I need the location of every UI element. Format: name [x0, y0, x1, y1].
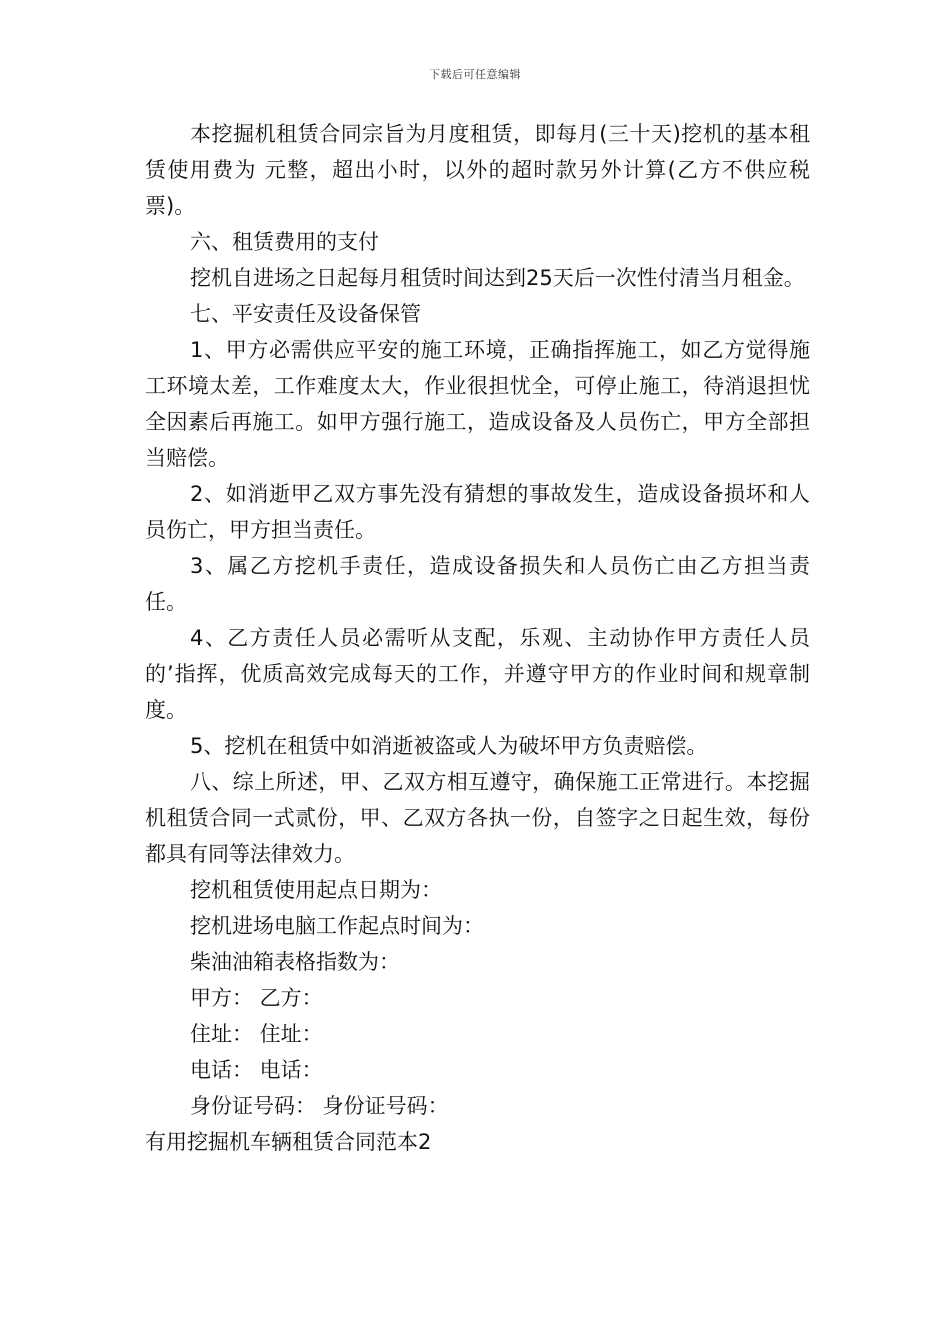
clause-3: 3、属乙方挖机手责任，造成设备损失和人员伤亡由乙方担当责任。	[145, 554, 810, 614]
section-heading-safety: 七、平安责任及设备保管	[190, 302, 421, 326]
field-fuel-gauge: 柴油油箱表格指数为：	[190, 950, 400, 974]
clause-1: 1、甲方必需供应平安的施工环境，正确指挥施工，如乙方觉得施工环境太差，工作难度太大，作业很担忧全，可停止施工，待消退担忧全因素后再施工。如甲方强行施工，造成设备及人员伤亡，甲方全部担当赔偿。	[145, 338, 810, 470]
field-parties: 甲方： 乙方：	[190, 986, 323, 1010]
paragraph-rental-purpose: 本挖掘机租赁合同宗旨为月度租赁，即每月(三十天)挖机的基本租赁使用费为 元整，超出小时，以外的超时款另外计算(乙方不供应税票)。	[145, 122, 810, 218]
field-address: 住址： 住址：	[190, 1022, 323, 1046]
document-body	[145, 116, 810, 1160]
field-phone: 电话： 电话：	[190, 1058, 323, 1082]
next-contract-title: 有用挖掘机车辆租赁合同范本2	[145, 1130, 432, 1154]
field-id-number: 身份证号码： 身份证号码：	[190, 1094, 449, 1118]
clause-2: 2、如消逝甲乙双方事先没有猜想的事故发生，造成设备损坏和人员伤亡，甲方担当责任。	[145, 482, 810, 542]
field-start-date: 挖机租赁使用起点日期为：	[190, 878, 442, 902]
section-8-summary: 八、综上所述，甲、乙双方相互遵守，确保施工正常进行。本挖掘机租赁合同一式贰份，甲、乙双方各执一份，自签字之日起生效，每份都具有同等法律效力。	[145, 770, 810, 866]
field-start-time: 挖机进场电脑工作起点时间为：	[190, 914, 484, 938]
clause-4: 4、乙方责任人员必需听从支配，乐观、主动协作甲方责任人员的’指挥，优质高效完成每天的工作，并遵守甲方的作业时间和规章制度。	[145, 626, 810, 722]
section-heading-payment: 六、租赁费用的支付	[190, 230, 379, 254]
paragraph-payment-terms: 挖机自进场之日起每月租赁时间达到25天后一次性付清当月租金。	[190, 266, 805, 290]
clause-5: 5、挖机在租赁中如消逝被盗或人为破坏甲方负责赔偿。	[190, 734, 708, 758]
page-header: 下载后可任意编辑	[429, 68, 521, 81]
